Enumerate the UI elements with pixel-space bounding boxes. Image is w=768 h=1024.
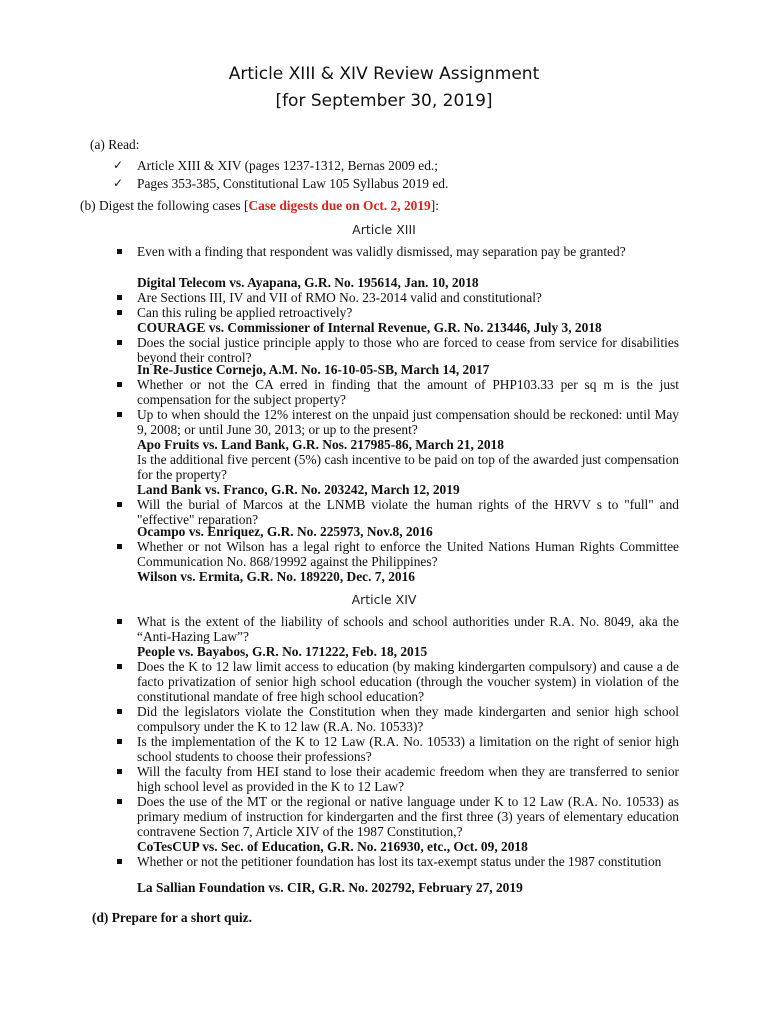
case-question: Will the faculty from HEI stand to lose their academic freedom when they are transferred to senior high school level as provided in the K to 12 Law? <box>137 764 679 794</box>
case-question: Are Sections III, IV and VII of RMO No. 23-2014 valid and constitutional? <box>137 290 542 305</box>
case-question: Is the implementation of the K to 12 Law (R.A. No. 10533) a limitation on the right of senior high school students to choose their professions? <box>137 734 679 764</box>
case-question: Whether or not the CA erred in finding that the amount of PHP103.33 per sq m is the just compensation for the subject property? <box>137 377 679 407</box>
case-citation: La Sallian Foundation vs. CIR, G.R. No. 202792, February 27, 2019 <box>137 880 523 895</box>
bullet-icon <box>117 382 122 387</box>
deadline-notice: Case digests due on Oct. 2, 2019 <box>248 198 431 213</box>
case-citation: Wilson vs. Ermita, G.R. No. 189220, Dec. 7, 2016 <box>137 569 415 584</box>
part-b-label <box>80 198 439 213</box>
read-item: Pages 353-385, Constitutional Law 105 Syllabus 2019 ed. <box>137 176 449 191</box>
case-citation: In Re-Justice Cornejo, A.M. No. 16-10-05-SB, March 14, 2017 <box>137 362 490 377</box>
case-citation: Apo Fruits vs. Land Bank, G.R. Nos. 217985-86, March 21, 2018 <box>137 437 504 452</box>
bullet-icon <box>117 739 122 744</box>
case-citation: CoTesCUP vs. Sec. of Education, G.R. No. 216930, etc., Oct. 09, 2018 <box>137 839 528 854</box>
part-d-instruction: (d) Prepare for a short quiz. <box>92 910 252 925</box>
case-citation: Ocampo vs. Enriquez, G.R. No. 225973, Nov.8, 2016 <box>137 524 433 539</box>
case-question: Whether or not the petitioner foundation has lost its tax-exempt status under the 1987 constitution <box>137 854 662 869</box>
bullet-icon <box>117 619 122 624</box>
bullet-icon <box>117 502 122 507</box>
case-question: Does the social justice principle apply to those who are forced to cease from service for disabilities beyond their control? <box>137 335 679 365</box>
part-a-label: (a) Read: <box>90 137 140 152</box>
case-citation: People vs. Bayabos, G.R. No. 171222, Feb. 18, 2015 <box>137 644 428 659</box>
document-subtitle: [for September 30, 2019] <box>275 91 493 111</box>
read-item: Article XIII & XIV (pages 1237-1312, Bernas 2009 ed.; <box>137 158 438 173</box>
bullet-icon <box>117 310 122 315</box>
case-citation: Digital Telecom vs. Ayapana, G.R. No. 195614, Jan. 10, 2018 <box>137 275 479 290</box>
checkmark-icon: ✓ <box>113 176 124 190</box>
bullet-icon <box>117 799 122 804</box>
article-xiii-heading: Article XIII <box>352 222 416 237</box>
case-citation: Land Bank vs. Franco, G.R. No. 203242, March 12, 2019 <box>137 482 460 497</box>
bullet-icon <box>117 859 122 864</box>
bullet-icon <box>117 340 122 345</box>
part-b-prefix: (b) Digest the following cases [ <box>80 198 249 213</box>
case-question: Can this ruling be applied retroactively? <box>137 305 353 320</box>
case-question: Up to when should the 12% interest on the unpaid just compensation should be reckoned: until May 9, 2008; or until June 30, 2013; or up to the present? <box>137 407 679 437</box>
bullet-icon <box>117 412 122 417</box>
case-question: Does the use of the MT or the regional or native language under K to 12 Law (R.A. No. 10533) as primary medium of instruction for kindergarten and the first three (3) years of elementary education contravene Section 7, Article XIV of the 1987 Constitution,? <box>137 794 679 839</box>
case-question: Is the additional five percent (5%) cash incentive to be paid on top of the awarded just compensation for the property? <box>137 452 679 482</box>
bullet-icon <box>117 249 122 254</box>
part-b-suffix: ]: <box>430 198 439 213</box>
case-question: Did the legislators violate the Constitution when they made kindergarten and senior high school compulsory under the K to 12 law (R.A. No. 10533)? <box>137 704 679 734</box>
bullet-icon <box>117 295 122 300</box>
article-xiv-heading: Article XIV <box>351 592 417 607</box>
bullet-icon <box>117 709 122 714</box>
bullet-icon <box>117 769 122 774</box>
case-question: Does the K to 12 law limit access to education (by making kindergarten compulsory) and cause a de facto privatization of senior high school education (through the voucher system) in violation of the constitutional mandate of free high school education? <box>137 659 679 704</box>
bullet-icon <box>117 664 122 669</box>
case-citation: COURAGE vs. Commissioner of Internal Revenue, G.R. No. 213446, July 3, 2018 <box>137 320 602 335</box>
case-question: Even with a finding that respondent was validly dismissed, may separation pay be granted? <box>137 244 626 259</box>
case-question: Whether or not Wilson has a legal right to enforce the United Nations Human Rights Committee Communication No. 868/19992 against the Philippines? <box>137 539 679 569</box>
bullet-icon <box>117 544 122 549</box>
checkmark-icon: ✓ <box>113 158 124 172</box>
case-question: Will the burial of Marcos at the LNMB violate the human rights of the HRVV s to "full" and "effective" reparation? <box>137 497 679 527</box>
document-title: Article XIII & XIV Review Assignment <box>228 64 540 84</box>
case-question: What is the extent of the liability of schools and school authorities under R.A. No. 8049, aka the “Anti-Hazing Law”? <box>137 614 679 644</box>
